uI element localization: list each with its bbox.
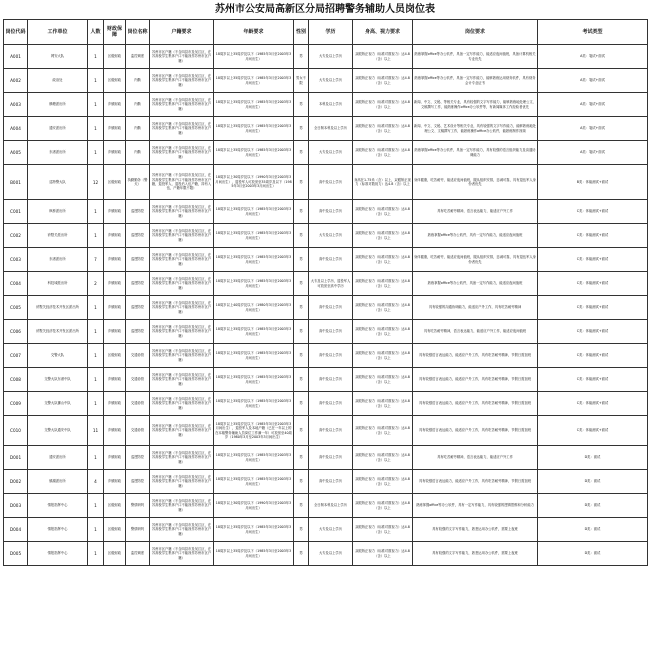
cell-code: D002 bbox=[4, 470, 28, 494]
cell-fin: 区级财政 bbox=[104, 518, 126, 542]
cell-edu: 大专及以上学历 bbox=[309, 224, 353, 248]
cell-sex: 男女不限 bbox=[294, 69, 309, 93]
cell-age: 18周岁以上35周岁及以下（1985年3月至2003年3月间出生），退役军人及本地户籍（已在一年以上的在本辖警务辅助人员岗位工作满一年）可放宽至40周岁（1980年3月至2003年3月间出生） bbox=[214, 416, 294, 446]
table-row bbox=[4, 248, 648, 272]
cell-post: 巡逻防控 bbox=[126, 296, 150, 320]
cell-code: D005 bbox=[4, 542, 28, 566]
cell-vision: 双眼矫正视力（标准对数视力）达4.8（含）以上 bbox=[353, 93, 413, 117]
cell-age: 18周岁以上35周岁及以下（1985年3月至2003年3月间出生） bbox=[214, 45, 294, 69]
header-edu: 学历 bbox=[309, 20, 353, 45]
cell-age: 18周岁以上35周岁及以下（1985年3月至2003年3月间出生） bbox=[214, 392, 294, 416]
cell-fin: 乡镇财政 bbox=[104, 368, 126, 392]
header-vision: 身高、视力要求 bbox=[353, 20, 413, 45]
cell-hukou: 苏州市区户籍（不含四县市及吴江区，在苏高校学生集体户口不能视作苏州市区户籍） bbox=[150, 248, 214, 272]
cell-req: 具有较强语言表达能力，能适应户外工作，具有吃苦耐劳精神，节假日需加班 bbox=[413, 392, 538, 416]
cell-post: 监控调度 bbox=[126, 45, 150, 69]
cell-exam: A类：笔试+面试 bbox=[538, 45, 648, 69]
cell-exam: D类：面试 bbox=[538, 470, 648, 494]
cell-vision: 双眼矫正视力（标准对数视力）达4.8（含）以上 bbox=[353, 392, 413, 416]
cell-num: 1 bbox=[88, 200, 104, 224]
cell-edu: 高中及以上学历 bbox=[309, 344, 353, 368]
cell-exam: C类：体能测试+面试 bbox=[538, 344, 648, 368]
cell-age: 18周岁以上35周岁及以下（1985年3月至2003年3月间出生） bbox=[214, 470, 294, 494]
cell-edu: 大专及以上学历 bbox=[309, 542, 353, 566]
table-row bbox=[4, 320, 648, 344]
cell-sex: 男 bbox=[294, 470, 309, 494]
cell-num: 1 bbox=[88, 93, 104, 117]
cell-age: 18周岁以上35周岁及以下（1985年3月至2003年3月间出生） bbox=[214, 344, 294, 368]
table-row bbox=[4, 141, 648, 165]
cell-exam: D类：面试 bbox=[538, 518, 648, 542]
cell-unit: 交警大队通安中队 bbox=[28, 416, 88, 446]
cell-num: 1 bbox=[88, 117, 104, 141]
cell-hukou: 苏州市区户籍（不含四县市及吴江区，在苏高校学生集体户口不能视作苏州市区户籍） bbox=[150, 494, 214, 518]
cell-unit: 通安派出所 bbox=[28, 117, 88, 141]
cell-req: 熟练掌握office等办公软件，具备一定写作能力，能适应夜间值班，具备计算机相关专业优先 bbox=[413, 45, 538, 69]
cell-vision: 双眼矫正视力（标准对数视力）达4.8（含）以上 bbox=[353, 248, 413, 272]
cell-fin: 乡镇财政 bbox=[104, 272, 126, 296]
header-fin: 财政保障 bbox=[104, 20, 126, 45]
cell-post: 巡逻防控 bbox=[126, 224, 150, 248]
cell-age: 18周岁以上35周岁及以下（1985年3月至2003年3月间出生） bbox=[214, 368, 294, 392]
cell-edu: 大专及以上学历 bbox=[309, 69, 353, 93]
cell-unit: 东渚派出所 bbox=[28, 248, 88, 272]
cell-exam: C类：体能测试+面试 bbox=[538, 368, 648, 392]
table-row bbox=[4, 470, 648, 494]
cell-fin: 区级财政 bbox=[104, 45, 126, 69]
cell-hukou: 苏州市区户籍（不含四县市及吴江区，在苏高校学生集体户口不能视作苏州市区户籍） bbox=[150, 69, 214, 93]
cell-edu: 高中及以上学历 bbox=[309, 320, 353, 344]
cell-vision: 双眼矫正视力（标准对数视力）达4.8（含）以上 bbox=[353, 470, 413, 494]
cell-unit: 浒墅关经济技术开发区派出所 bbox=[28, 296, 88, 320]
cell-exam: C类：体能测试+面试 bbox=[538, 296, 648, 320]
cell-edu: 高中及以上学历 bbox=[309, 248, 353, 272]
cell-exam: D类：面试 bbox=[538, 446, 648, 470]
cell-sex: 男 bbox=[294, 446, 309, 470]
table-row bbox=[4, 392, 648, 416]
cell-sex: 男 bbox=[294, 542, 309, 566]
cell-exam: A类：笔试+面试 bbox=[538, 93, 648, 117]
table-row bbox=[4, 200, 648, 224]
cell-hukou: 苏州市区户籍（不含四县市及吴江区，在苏高校学生集体户口不能视作苏州市区户籍） bbox=[150, 296, 214, 320]
cell-age: 18周岁以上35周岁及以下（1985年3月至2003年3月间出生） bbox=[214, 200, 294, 224]
cell-req: 具有吃苦耐劳精神，语言表达能力，能适应户外工作 bbox=[413, 446, 538, 470]
cell-exam: C类：体能测试+面试 bbox=[538, 224, 648, 248]
cell-unit: 浒墅关经济技术开发区派出所 bbox=[28, 320, 88, 344]
cell-req: 具有较强语言表达能力，能适应户外工作，具有吃苦耐劳精神，节假日需加班 bbox=[413, 470, 538, 494]
table-row bbox=[4, 45, 648, 69]
cell-post: 交通协管 bbox=[126, 416, 150, 446]
cell-edu: 全日制本科及以上学历 bbox=[309, 117, 353, 141]
cell-vision: 双眼矫正视力（标准对数视力）达4.8（含）以上 bbox=[353, 200, 413, 224]
cell-code: A005 bbox=[4, 141, 28, 165]
table-row bbox=[4, 272, 648, 296]
cell-num: 1 bbox=[88, 296, 104, 320]
cell-post: 内勤 bbox=[126, 117, 150, 141]
cell-code: D004 bbox=[4, 518, 28, 542]
cell-post: 监控调度 bbox=[126, 542, 150, 566]
cell-age: 18周岁以上35周岁及以下（1985年3月至2003年3月间出生） bbox=[214, 446, 294, 470]
cell-hukou: 苏州市区户籍（不含四县市及吴江区，在苏高校学生集体户口不能视作苏州市区户籍） bbox=[150, 93, 214, 117]
cell-code: A003 bbox=[4, 93, 28, 117]
header-post: 岗位名称 bbox=[126, 20, 150, 45]
positions-table bbox=[3, 19, 648, 566]
cell-sex: 男 bbox=[294, 296, 309, 320]
cell-age: 18周岁以上30周岁及以下（1990年3月至2003年3月间出生） bbox=[214, 494, 294, 518]
cell-req: 具有较强的沟通协调能力，能适应户外工作，具有吃苦耐劳精神 bbox=[413, 296, 538, 320]
cell-hukou: 苏州市区户籍（不含四县市及吴江区，在苏高校学生集体户口不能视作苏州市区户籍） bbox=[150, 416, 214, 446]
cell-num: 1 bbox=[88, 320, 104, 344]
cell-fin: 乡镇财政 bbox=[104, 392, 126, 416]
cell-num: 12 bbox=[88, 165, 104, 200]
cell-req: 熟练掌握office等办公软件，具备一定写作能力，能适应夜间值班 bbox=[413, 272, 538, 296]
table-row bbox=[4, 93, 648, 117]
cell-code: C006 bbox=[4, 320, 28, 344]
cell-req: 新闻、中文、文秘、等相关专业，具有较强的文字写作能力，能够熟练地处理公文、文稿撰写工作，能熟练操作office办公软件等，有新闻媒体工作经验者优先 bbox=[413, 93, 538, 117]
cell-exam: C类：体能测试+面试 bbox=[538, 320, 648, 344]
cell-unit: 政治处 bbox=[28, 69, 88, 93]
cell-exam: A类：笔试+面试 bbox=[538, 69, 648, 93]
header-req: 岗位要求 bbox=[413, 20, 538, 45]
cell-num: 1 bbox=[88, 344, 104, 368]
cell-edu: 高中及以上学历 bbox=[309, 296, 353, 320]
cell-unit: 横塘派出所 bbox=[28, 93, 88, 117]
cell-sex: 男 bbox=[294, 45, 309, 69]
cell-age: 18周岁以上35周岁及以下（1985年3月至2003年3月间出生） bbox=[214, 518, 294, 542]
header-exam: 考试类型 bbox=[538, 20, 648, 45]
cell-sex: 男 bbox=[294, 141, 309, 165]
cell-vision: 双眼矫正视力（标准对数视力）达4.8（含）以上 bbox=[353, 224, 413, 248]
cell-sex: 男 bbox=[294, 224, 309, 248]
cell-code: C003 bbox=[4, 248, 28, 272]
cell-sex: 男 bbox=[294, 248, 309, 272]
cell-sex: 男 bbox=[294, 165, 309, 200]
header-num: 人数 bbox=[88, 20, 104, 45]
header-hukou: 户籍要求 bbox=[150, 20, 214, 45]
cell-req: 新闻、中文、文秘、艺术设计等相关专业，具有较强的文字写作能力，能够熟练地处理公文、文稿撰写工作，能熟练操作office办公软件，能熟练制作视频 bbox=[413, 117, 538, 141]
cell-unit: 交警大队狮山中队 bbox=[28, 392, 88, 416]
cell-fin: 乡镇财政 bbox=[104, 224, 126, 248]
cell-fin: 区级财政 bbox=[104, 494, 126, 518]
table-row bbox=[4, 446, 648, 470]
header-unit: 工作单位 bbox=[28, 20, 88, 45]
cell-req: 具有较强的文字写作能力，熟悉运用办公软件，需要上夜班 bbox=[413, 542, 538, 566]
cell-num: 4 bbox=[88, 470, 104, 494]
cell-vision: 双眼矫正视力（标准对数视力）达4.8（含）以上 bbox=[353, 446, 413, 470]
cell-post: 巡逻防控 bbox=[126, 446, 150, 470]
cell-post: 巡逻防控 bbox=[126, 272, 150, 296]
cell-num: 1 bbox=[88, 542, 104, 566]
cell-exam: C类：体能测试+面试 bbox=[538, 272, 648, 296]
cell-code: C007 bbox=[4, 344, 28, 368]
cell-unit: 东渚派出所 bbox=[28, 141, 88, 165]
cell-vision: 双眼矫正视力（标准对数视力）达4.8（含）以上 bbox=[353, 320, 413, 344]
cell-unit: 情报指挥中心 bbox=[28, 494, 88, 518]
cell-num: 1 bbox=[88, 45, 104, 69]
cell-post: 交通协管 bbox=[126, 392, 150, 416]
cell-code: C002 bbox=[4, 224, 28, 248]
cell-vision: 双眼矫正视力（标准对数视力）达4.8（含）以上 bbox=[353, 416, 413, 446]
cell-age: 18周岁以上35周岁及以下（1985年3月至2003年3月间出生） bbox=[214, 272, 294, 296]
cell-num: 7 bbox=[88, 248, 104, 272]
cell-vision: 双眼矫正视力（标准对数视力）达4.8（含）以上 bbox=[353, 45, 413, 69]
cell-fin: 乡镇财政 bbox=[104, 93, 126, 117]
cell-unit: 枫桥派出所 bbox=[28, 200, 88, 224]
cell-exam: D类：面试 bbox=[538, 542, 648, 566]
cell-req: 熟练掌握office等办公软件，具备一定写作能力，具有较强的语言组织能力及沟通协调能力 bbox=[413, 141, 538, 165]
cell-vision: 双眼矫正视力（标准对数视力）达4.8（含）以上 bbox=[353, 272, 413, 296]
table-row bbox=[4, 416, 648, 446]
cell-req: 具有较强语言表达能力，能适应户外工作，具有吃苦耐劳精神，节假日需加班 bbox=[413, 368, 538, 392]
table-row bbox=[4, 542, 648, 566]
cell-sex: 男 bbox=[294, 320, 309, 344]
header-sex: 性别 bbox=[294, 20, 309, 45]
cell-code: B001 bbox=[4, 165, 28, 200]
cell-req: 具有较强语言表达能力，能适应户外工作，具有吃苦耐劳精神，节假日需加班 bbox=[413, 344, 538, 368]
cell-num: 1 bbox=[88, 494, 104, 518]
cell-post: 巡逻防控 bbox=[126, 200, 150, 224]
cell-edu: 大专及以上学历，退役军人可放宽至高中学历 bbox=[309, 272, 353, 296]
cell-num: 1 bbox=[88, 392, 104, 416]
cell-unit: 情报指挥中心 bbox=[28, 518, 88, 542]
cell-unit: 情报指挥中心 bbox=[28, 542, 88, 566]
cell-edu: 高中及以上学历 bbox=[309, 368, 353, 392]
cell-post: 交通协管 bbox=[126, 368, 150, 392]
cell-post: 交通协管 bbox=[126, 344, 150, 368]
cell-exam: C类：体能测试+面试 bbox=[538, 200, 648, 224]
cell-vision: 双眼矫正视力（标准对数视力）达4.8（含）以上 bbox=[353, 368, 413, 392]
cell-num: 11 bbox=[88, 416, 104, 446]
cell-unit: 交警大队东渚中队 bbox=[28, 368, 88, 392]
cell-num: 1 bbox=[88, 368, 104, 392]
cell-hukou: 苏州市区户籍（不含四县市及吴江区，在苏高校学生集体户口不能视作苏州市区户籍） bbox=[150, 542, 214, 566]
header-row bbox=[4, 20, 648, 45]
cell-fin: 乡镇财政 bbox=[104, 416, 126, 446]
cell-vision: 身高在1.75米（含）以上，双眼矫正视力（标准对数视力）达4.8（含）以上 bbox=[353, 165, 413, 200]
table-row bbox=[4, 117, 648, 141]
table-row bbox=[4, 494, 648, 518]
cell-edu: 高中及以上学历 bbox=[309, 446, 353, 470]
cell-unit: 巡特警大队 bbox=[28, 165, 88, 200]
cell-post: 警情研判 bbox=[126, 494, 150, 518]
cell-unit: 镇湖派出所 bbox=[28, 470, 88, 494]
cell-num: 2 bbox=[88, 272, 104, 296]
cell-sex: 男 bbox=[294, 272, 309, 296]
cell-exam: A类：笔试+面试 bbox=[538, 141, 648, 165]
cell-req: 具有较强的文字写作能力，熟悉运用办公软件，需要上夜班 bbox=[413, 518, 538, 542]
cell-unit: 通安派出所 bbox=[28, 446, 88, 470]
cell-vision: 双眼矫正视力（标准对数视力）达4.8（含）以上 bbox=[353, 542, 413, 566]
cell-edu: 大专及以上学历 bbox=[309, 141, 353, 165]
cell-code: C010 bbox=[4, 416, 28, 446]
header-age: 年龄要求 bbox=[214, 20, 294, 45]
table-row bbox=[4, 165, 648, 200]
cell-post: 巡逻防控 bbox=[126, 470, 150, 494]
cell-post: 警情研判 bbox=[126, 518, 150, 542]
cell-post: 执勤勤务（警犬） bbox=[126, 165, 150, 200]
cell-sex: 男 bbox=[294, 368, 309, 392]
cell-fin: 乡镇财政 bbox=[104, 446, 126, 470]
cell-hukou: 苏州市区户籍（不含四县市及吴江区，在苏高校学生集体户口不能视作苏州市区户籍） bbox=[150, 344, 214, 368]
table-row bbox=[4, 518, 648, 542]
cell-fin: 乡镇财政 bbox=[104, 248, 126, 272]
cell-num: 1 bbox=[88, 446, 104, 470]
cell-age: 18周岁以上40周岁及以下（1980年3月至2003年3月间出生） bbox=[214, 296, 294, 320]
cell-fin: 区级财政 bbox=[104, 165, 126, 200]
table-body bbox=[4, 45, 648, 566]
cell-num: 1 bbox=[88, 69, 104, 93]
cell-unit: 交警大队 bbox=[28, 344, 88, 368]
cell-code: D001 bbox=[4, 446, 28, 470]
cell-edu: 高中及以上学历 bbox=[309, 165, 353, 200]
cell-age: 18周岁以上35周岁及以下（1985年3月至2003年3月间出生） bbox=[214, 224, 294, 248]
cell-fin: 乡镇财政 bbox=[104, 296, 126, 320]
cell-sex: 男 bbox=[294, 518, 309, 542]
cell-vision: 双眼矫正视力（标准对数视力）达4.8（含）以上 bbox=[353, 69, 413, 93]
cell-fin: 区级财政 bbox=[104, 344, 126, 368]
cell-age: 18周岁以上35周岁及以下（1985年3月至2003年3月间出生） bbox=[214, 248, 294, 272]
cell-hukou: 苏州市区户籍（不含四县市及吴江区，在苏高校学生集体户口不能视作苏州市区户籍） bbox=[150, 200, 214, 224]
cell-code: A004 bbox=[4, 117, 28, 141]
cell-fin: 乡镇财政 bbox=[104, 470, 126, 494]
cell-exam: C类：体能测试+面试 bbox=[538, 416, 648, 446]
page-title: 苏州市公安局高新区分局招聘警务辅助人员岗位表 bbox=[215, 4, 435, 15]
cell-code: C008 bbox=[4, 368, 28, 392]
cell-sex: 男 bbox=[294, 344, 309, 368]
cell-sex: 男 bbox=[294, 392, 309, 416]
cell-code: A001 bbox=[4, 45, 28, 69]
cell-hukou: 苏州市区户籍（不含四县市及吴江区，在苏高校学生集体户口不能视作苏州市区户籍） bbox=[150, 141, 214, 165]
table-row bbox=[4, 296, 648, 320]
cell-code: A002 bbox=[4, 69, 28, 93]
cell-edu: 高中及以上学历 bbox=[309, 200, 353, 224]
cell-edu: 全日制本科及以上学历 bbox=[309, 494, 353, 518]
cell-edu: 大专及以上学历 bbox=[309, 518, 353, 542]
cell-edu: 本科及以上学历 bbox=[309, 93, 353, 117]
cell-hukou: 苏州市区户籍（不含四县市及吴江区，在苏高校学生集体户口不能视作苏州市区户籍） bbox=[150, 392, 214, 416]
cell-hukou: 苏州市区户籍（不含四县市及吴江区，在苏高校学生集体户口不能视作苏州市区户籍） bbox=[150, 117, 214, 141]
table-row bbox=[4, 344, 648, 368]
cell-age: 18周岁以上35周岁及以下（1985年3月至2003年3月间出生） bbox=[214, 542, 294, 566]
cell-vision: 双眼矫正视力（标准对数视力）达4.8（含）以上 bbox=[353, 117, 413, 141]
cell-num: 1 bbox=[88, 518, 104, 542]
cell-hukou: 苏州市区户籍（不含四县市及吴江区，在苏高校学生集体户口不能视作苏州市区户籍） bbox=[150, 320, 214, 344]
cell-fin: 乡镇财政 bbox=[104, 141, 126, 165]
cell-post: 巡逻防控 bbox=[126, 320, 150, 344]
cell-req: 身体健康，吃苦耐劳，能适应夜间值班，服从组织安排，忠诚可靠，具有退伍军人身份者优先 bbox=[413, 165, 538, 200]
cell-age: 18周岁以上35周岁及以下（1985年3月至2003年3月间出生） bbox=[214, 69, 294, 93]
cell-req: 具有较强语言表达能力，能适应户外工作，具有吃苦耐劳精神，节假日需加班 bbox=[413, 416, 538, 446]
cell-sex: 男 bbox=[294, 494, 309, 518]
cell-sex: 男 bbox=[294, 117, 309, 141]
cell-hukou: 苏州市区户籍（不含四县市及吴江区，在苏高校学生集体户口不能视作苏州市区户籍） bbox=[150, 45, 214, 69]
cell-num: 1 bbox=[88, 224, 104, 248]
table-row bbox=[4, 368, 648, 392]
cell-code: C009 bbox=[4, 392, 28, 416]
cell-fin: 乡镇财政 bbox=[104, 200, 126, 224]
cell-fin: 乡镇财政 bbox=[104, 320, 126, 344]
cell-fin: 乡镇财政 bbox=[104, 117, 126, 141]
cell-post: 内勤 bbox=[126, 93, 150, 117]
cell-hukou: 苏州市区户籍（不含四县市及吴江区，在苏高校学生集体户口不能视作苏州市区户籍） bbox=[150, 446, 214, 470]
cell-edu: 高中及以上学历 bbox=[309, 416, 353, 446]
cell-exam: D类：面试 bbox=[538, 494, 648, 518]
cell-req: 熟练掌握office等办公软件，具有一定写作能力，能适应夜间值班 bbox=[413, 224, 538, 248]
header-code: 岗位代码 bbox=[4, 20, 28, 45]
cell-sex: 男 bbox=[294, 200, 309, 224]
cell-hukou: 苏州市区户籍（不含四县市及吴江区，在苏高校学生集体户口不能视作苏州市区户籍） bbox=[150, 272, 214, 296]
cell-hukou: 苏州市区户籍（不含四县市及吴江区，在苏高校学生集体户口不能视作苏州市区户籍，退役军人、退役后入伍户籍，持有入伍，户籍年限不限） bbox=[150, 165, 214, 200]
cell-post: 巡逻防控 bbox=[126, 248, 150, 272]
cell-exam: A类：笔试+面试 bbox=[538, 117, 648, 141]
cell-exam: C类：体能测试+面试 bbox=[538, 392, 648, 416]
cell-unit: 浒墅关派出所 bbox=[28, 224, 88, 248]
cell-unit: 网安大队 bbox=[28, 45, 88, 69]
cell-hukou: 苏州市区户籍（不含四县市及吴江区，在苏高校学生集体户口不能视作苏州市区户籍） bbox=[150, 470, 214, 494]
cell-exam: C类：体能测试+面试 bbox=[538, 248, 648, 272]
table-row bbox=[4, 69, 648, 93]
cell-edu: 高中及以上学历 bbox=[309, 470, 353, 494]
cell-sex: 男 bbox=[294, 416, 309, 446]
cell-req: 熟练掌握office等办公软件，具有一定写作能力，具有较强的逻辑思维和分析能力 bbox=[413, 494, 538, 518]
cell-hukou: 苏州市区户籍（不含四县市及吴江区，在苏高校学生集体户口不能视作苏州市区户籍） bbox=[150, 368, 214, 392]
cell-code: C001 bbox=[4, 200, 28, 224]
cell-req: 具有吃苦耐劳精神，语言表达能力，能适应户外工作 bbox=[413, 200, 538, 224]
cell-post: 内勤 bbox=[126, 141, 150, 165]
cell-age: 18周岁以上35周岁及以下（1985年3月至2003年3月间出生） bbox=[214, 141, 294, 165]
cell-req: 具有吃苦耐劳精神，语言表达能力，能适应户外工作，能适应夜间值班 bbox=[413, 320, 538, 344]
cell-age: 18周岁以上35周岁及以下（1985年3月至2003年3月间出生） bbox=[214, 93, 294, 117]
cell-unit: 科技城派出所 bbox=[28, 272, 88, 296]
cell-sex: 男 bbox=[294, 93, 309, 117]
cell-edu: 高中及以上学历 bbox=[309, 392, 353, 416]
cell-hukou: 苏州市区户籍（不含四县市及吴江区，在苏高校学生集体户口不能视作苏州市区户籍） bbox=[150, 518, 214, 542]
cell-fin: 区级财政 bbox=[104, 69, 126, 93]
cell-req: 熟练掌握office等办公软件，具备一定写作能力，能够熟练运用财务软件，具有财务会计专业证书 bbox=[413, 69, 538, 93]
cell-req: 身体健康，吃苦耐劳，能适应夜间值班，服从组织安排，忠诚可靠，具有退伍军人身份者优先 bbox=[413, 248, 538, 272]
cell-edu: 大专及以上学历 bbox=[309, 45, 353, 69]
cell-post: 内勤 bbox=[126, 69, 150, 93]
cell-vision: 双眼矫正视力（标准对数视力）达4.8（含）以上 bbox=[353, 518, 413, 542]
cell-hukou: 苏州市区户籍（不含四县市及吴江区，在苏高校学生集体户口不能视作苏州市区户籍） bbox=[150, 224, 214, 248]
cell-vision: 双眼矫正视力（标准对数视力）达4.8（含）以上 bbox=[353, 344, 413, 368]
cell-code: D003 bbox=[4, 494, 28, 518]
cell-fin: 区级财政 bbox=[104, 542, 126, 566]
cell-num: 1 bbox=[88, 141, 104, 165]
cell-age: 18周岁以上35周岁及以下（1985年3月至2003年3月间出生） bbox=[214, 320, 294, 344]
table-row bbox=[4, 224, 648, 248]
cell-exam: B类：体能测试+面试 bbox=[538, 165, 648, 200]
cell-vision: 双眼矫正视力（标准对数视力）达4.8（含）以上 bbox=[353, 141, 413, 165]
cell-vision: 双眼矫正视力（标准对数视力）达4.8（含）以上 bbox=[353, 494, 413, 518]
cell-code: C005 bbox=[4, 296, 28, 320]
cell-vision: 双眼矫正视力（标准对数视力）达4.8（含）以上 bbox=[353, 296, 413, 320]
cell-age: 18周岁以上35周岁及以下（1985年3月至2003年3月间出生） bbox=[214, 117, 294, 141]
cell-age: 18周岁以上30周岁及以下（1990年3月至2003年3月间出生），退役军人可放宽至35周岁及以下（1985年3月至2003年3月间出生） bbox=[214, 165, 294, 200]
cell-code: C004 bbox=[4, 272, 28, 296]
